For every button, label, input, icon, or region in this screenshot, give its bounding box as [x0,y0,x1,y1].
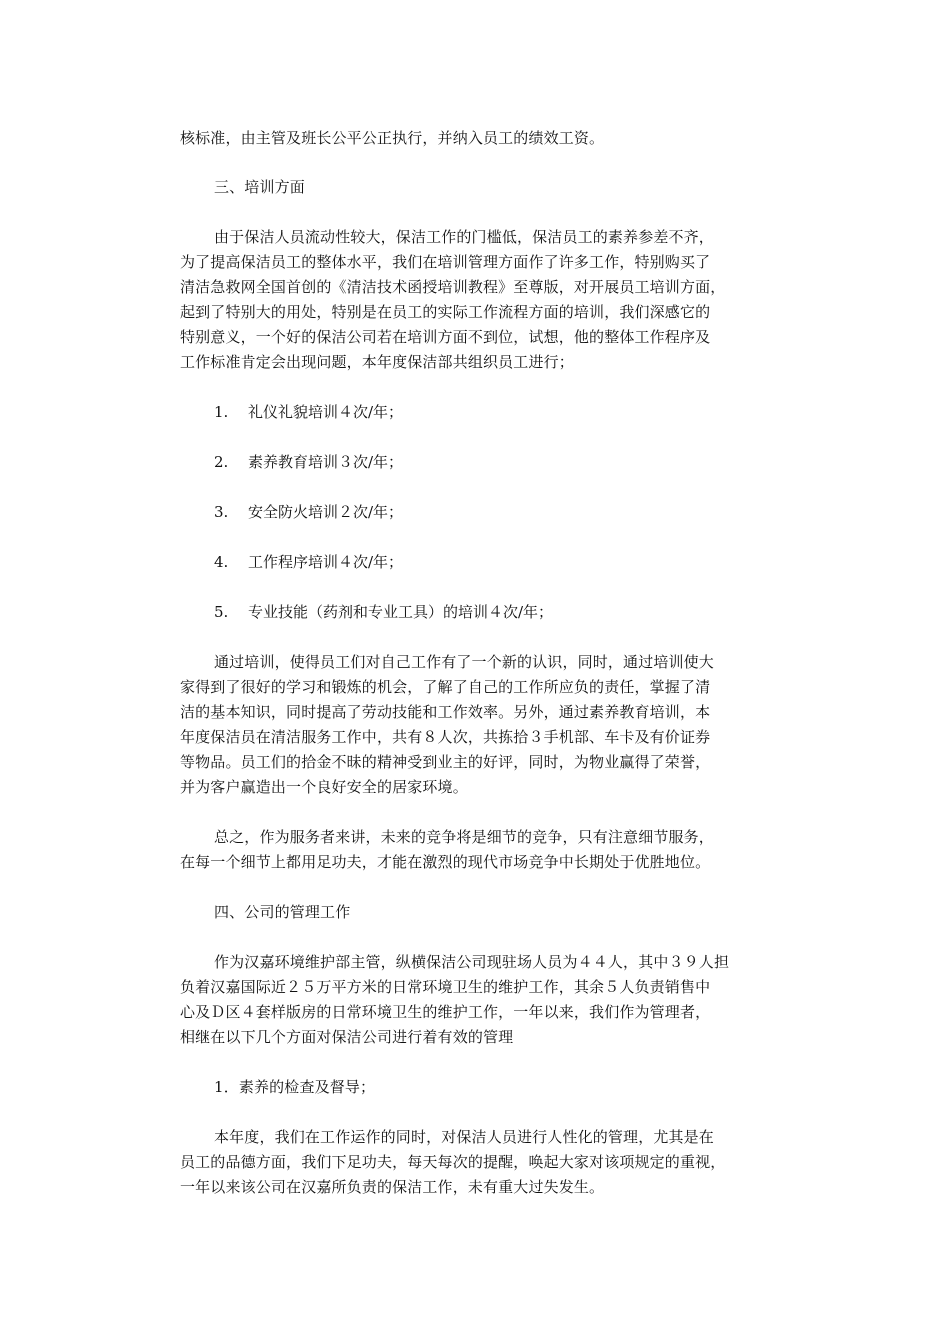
list-item-number: 2. [214,453,229,471]
list-item-text: 素养教育培训３次/年； [248,453,404,471]
p4-line: 负着汉嘉国际近２５万平方米的日常环境卫生的维护工作，其余５人负责销售中 [180,978,711,996]
p2-line: 通过培训，使得员工们对自己工作有了一个新的认识，同时，通过培训使大 [214,653,714,671]
p1-line: 工作标准肯定会出现问题，本年度保洁部共组织员工进行； [180,353,574,371]
p1-line: 特别意义，一个好的保洁公司若在培训方面不到位，试想，他的整体工作程序及 [180,328,711,346]
list-item-number: 1. [214,403,229,421]
p1-line: 起到了特别大的用处，特别是在员工的实际工作流程方面的培训，我们深感它的 [180,303,711,321]
p4-line: 相继在以下几个方面对保洁公司进行着有效的管理 [180,1028,514,1046]
section4-heading: 四、公司的管理工作 [214,903,351,921]
section3-heading: 三、培训方面 [214,178,305,196]
p4-line: 心及Ｄ区４套样版房的日常环境卫生的维护工作，一年以来，我们作为管理者， [180,1003,711,1021]
p1-line: 由于保洁人员流动性较大，保洁工作的门槛低，保洁员工的素养参差不齐， [214,228,714,246]
p1-line: 为了提高保洁员工的整体水平，我们在培训管理方面作了许多工作，特别购买了 [180,253,711,271]
list-item-number: 3. [214,503,229,521]
p2-line: 年度保洁员在清洁服务工作中，共有８人次，共拣拾３手机部、车卡及有价证券 [180,728,711,746]
intro-tail-line: 核标准，由主管及班长公平公正执行，并纳入员工的绩效工资。 [180,129,605,147]
p3-line: 在每一个细节上都用足功夫，才能在激烈的现代市场竞争中长期处于优胜地位。 [180,853,711,871]
list-item-text: 工作程序培训４次/年； [248,553,404,571]
p2-line: 等物品。员工们的拾金不昧的精神受到业主的好评，同时，为物业赢得了荣誉， [180,753,711,771]
p3-line: 总之，作为服务者来讲，未来的竞争将是细节的竞争，只有注意细节服务， [214,828,714,846]
sub1-heading: 1．素养的检查及督导； [214,1078,376,1096]
p4-line: 作为汉嘉环境维护部主管，纵横保洁公司现驻场人员为４４人，其中３９人担 [214,953,730,971]
list-item-text: 专业技能（药剂和专业工具）的培训４次/年； [248,603,554,621]
p2-line: 并为客户赢造出一个良好安全的居家环境。 [180,778,468,796]
p1-line: 清洁急救网全国首创的《清洁技术函授培训教程》至尊版，对开展员工培训方面， [180,278,726,296]
p5-line: 本年度，我们在工作运作的同时，对保洁人员进行人性化的管理，尤其是在 [214,1128,714,1146]
p2-line: 家得到了很好的学习和锻炼的机会，了解了自己的工作所应负的责任，掌握了清 [180,678,711,696]
p5-line: 员工的品德方面，我们下足功夫，每天每次的提醒，唤起大家对该项规定的重视， [180,1153,726,1171]
p5-line: 一年以来该公司在汉嘉所负责的保洁工作，未有重大过失发生。 [180,1178,605,1196]
list-item-number: 5. [214,603,229,621]
list-item-number: 4. [214,553,229,571]
p2-line: 洁的基本知识，同时提高了劳动技能和工作效率。另外，通过素养教育培训，本 [180,703,711,721]
list-item-text: 礼仪礼貌培训４次/年； [248,403,404,421]
list-item-text: 安全防火培训２次/年； [248,503,404,521]
